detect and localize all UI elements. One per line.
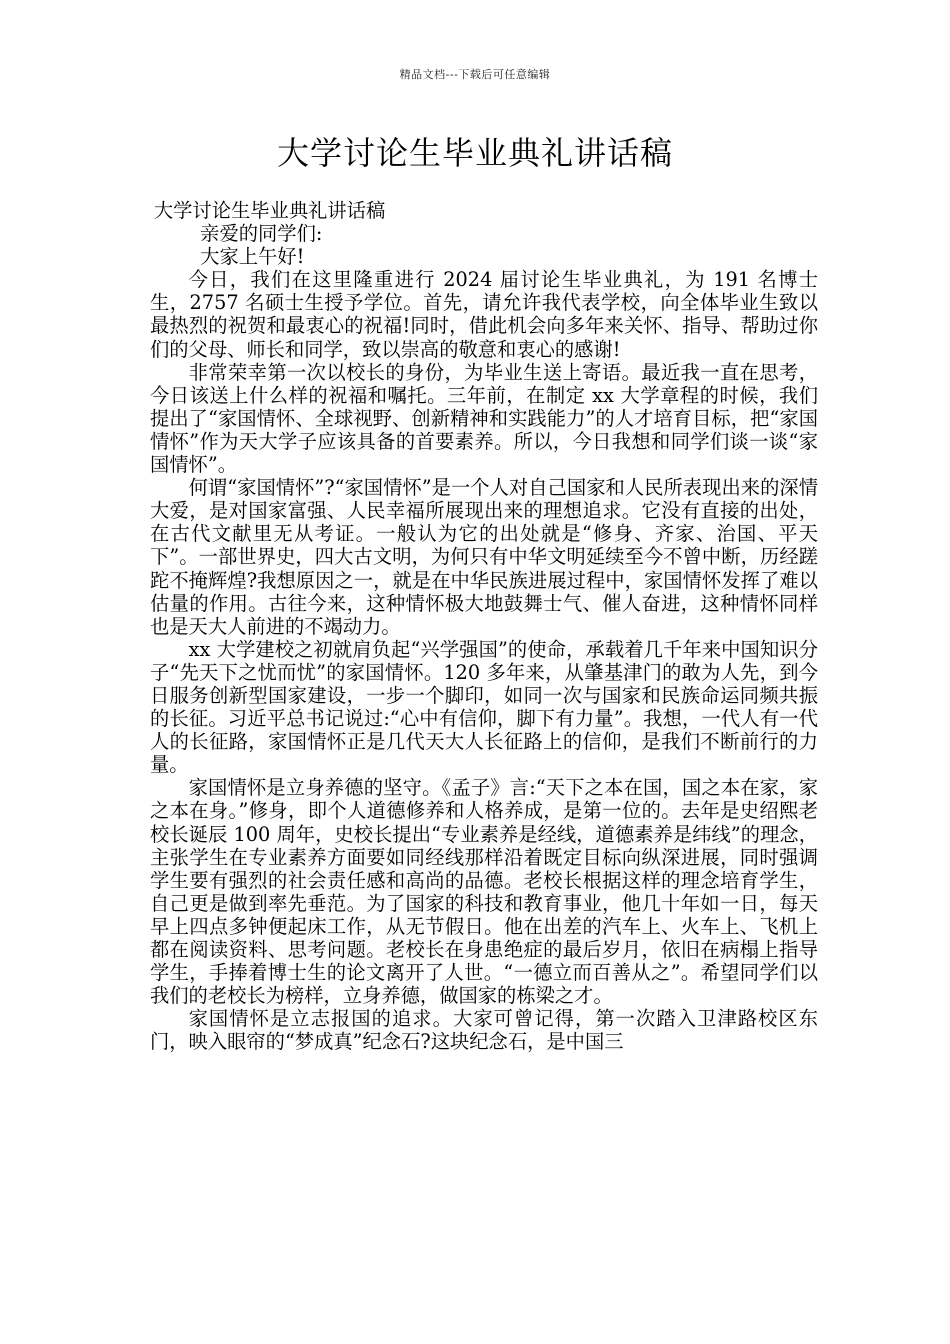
body-paragraph: 非常荣幸第一次以校长的身份，为毕业生送上寄语。最近我一直在思考，今日该送上什么样的祝福和嘱托。三年前，在制定 xx 大学章程的时候，我们提出了“家国情怀、全球视野、创新精神和实践能力”的人才培育目标，把“家国情怀”作为天大学子应该具备的首要素养。所以，今日我想和同学们谈一谈“家国情怀”。 xyxy=(150,360,818,477)
header-note: 精品文档---下载后可任意编辑 xyxy=(399,68,551,81)
salutation-paragraph: 亲爱的同学们: xyxy=(200,222,323,246)
body-paragraph: 家国情怀是立身养德的坚守。《孟子》言:“天下之本在国，国之本在家，家之本在身。”修身，即个人道德修养和人格养成，是第一位的。去年是史绍熙老校长诞辰 100 周年，史校长提出“专业素养是经线，道德素养是纬线”的理念，主张学生在专业素养方面要如同经线那样沿着既定目标向纵深进展，同时强调学生要有强烈的社会责任感和高尚的品德。老校长根据这样的理念培育学生，自己更是做到率先垂范。为了国家的科技和教育事业，他几十年如一日，每天早上四点多钟便起床工作，从无节假日。他在出差的汽车上、火车上、飞机上都在阅读资料、思考问题。老校长在身患绝症的最后岁月，依旧在病榻上指导学生，手捧着博士生的论文离开了人世。“一德立而百善从之”。希望同学们以我们的老校长为榜样，立身养德，做国家的栋梁之才。 xyxy=(150,776,818,1008)
greeting-paragraph: 大家上午好! xyxy=(200,245,305,269)
document-body xyxy=(150,199,818,1053)
body-paragraph: xx 大学建校之初就肩负起“兴学强国”的使命，承载着几千年来中国知识分子“先天下之忧而忧”的家国情怀。120 多年来，从肇基津门的敢为人先，到今日服务创新型国家建设，一步一个脚印，如同一次与国家和民族命运同频共振的长征。习近平总书记说过:“心中有信仰，脚下有力量”。我想，一代人有一代人的长征路，家国情怀正是几代天大人长征路上的信仰，是我们不断前行的力量。 xyxy=(150,637,818,777)
body-paragraph: 今日，我们在这里隆重进行 2024 届讨论生毕业典礼，为 191 名博士生，2757 名硕士生授予学位。首先，请允许我代表学校，向全体毕业生致以最热烈的祝贺和最衷心的祝福!同时，借此机会向多年来关怀、指导、帮助过你们的父母、师长和同学，致以崇高的敬意和衷心的感谢! xyxy=(150,268,818,361)
body-paragraph: 家国情怀是立志报国的追求。大家可曾记得，第一次踏入卫津路校区东门，映入眼帘的“梦成真”纪念石?这块纪念石，是中国三 xyxy=(150,1007,818,1054)
subtitle-paragraph: 大学讨论生毕业典礼讲话稿 xyxy=(153,199,386,222)
document-title: 大学讨论生毕业典礼讲话稿 xyxy=(276,134,673,172)
body-paragraph: 何谓“家国情怀”?“家国情怀”是一个人对自己国家和人民所表现出来的深情大爱，是对国家富强、人民幸福所展现出来的理想追求。它没有直接的出处，在古代文献里无从考证。一般认为它的出处就是“修身、齐家、治国、平天下”。一部世界史，四大古文明，为何只有中华文明延续至今不曾中断，历经蹉跎不掩辉煌?我想原因之一，就是在中华民族进展过程中，家国情怀发挥了难以估量的作用。古往今来，这种情怀极大地鼓舞士气、催人奋进，这种情怀同样也是天大人前进的不竭动力。 xyxy=(150,476,818,638)
